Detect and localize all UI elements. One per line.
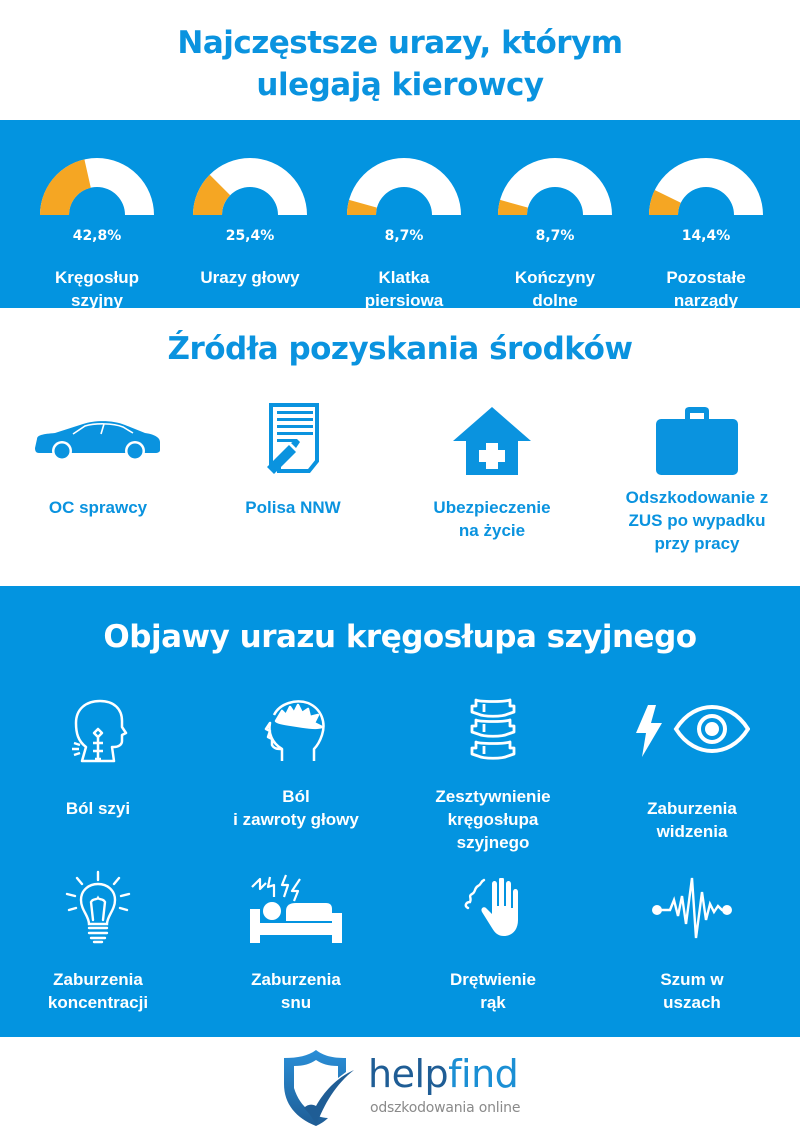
sources-title: Źródła pozyskania środków <box>167 331 633 367</box>
half-donut-gauge <box>648 156 764 216</box>
source-label: Odszkodowanie z ZUS po wypadku przy pracy <box>625 488 769 553</box>
vision-icon <box>597 691 787 771</box>
neck-pain-icon <box>3 691 193 771</box>
injury-percent: 8,7% <box>535 228 575 244</box>
symptom-label: Zaburzenia snu <box>251 970 341 1012</box>
source-label: OC sprawcy <box>48 498 148 517</box>
spine-icon <box>398 691 588 771</box>
symptom-label: Ból i zawroty głowy <box>233 787 359 829</box>
numb-hand-icon <box>398 868 588 948</box>
symptom-label: Zesztywnienie kręgosłupa szyjnego <box>435 787 551 852</box>
injury-percent: 42,8% <box>72 228 122 244</box>
headache-icon <box>201 691 391 771</box>
injury-percent: 25,4% <box>225 228 275 244</box>
page-title-line1: Najczęstsze urazy, którym <box>177 25 623 61</box>
briefcase-icon <box>602 400 792 480</box>
injury-label: Kręgosłup szyjny <box>54 268 140 310</box>
injury-percent: 14,4% <box>681 228 731 244</box>
injury-label: Urazy głowy <box>200 268 300 287</box>
document-pen-icon <box>198 400 388 480</box>
brand-name: helpfind <box>368 1052 519 1096</box>
brand-tagline: odszkodowania online <box>370 1100 521 1116</box>
injuries-section <box>0 120 800 308</box>
injury-percent: 8,7% <box>384 228 424 244</box>
page-title-line2: ulegają kierowcy <box>256 67 544 103</box>
half-donut-gauge <box>346 156 462 216</box>
house-cross-icon <box>397 400 587 480</box>
source-label: Polisa NNW <box>245 498 341 517</box>
half-donut-gauge <box>497 156 613 216</box>
symptom-label: Zaburzenia widzenia <box>647 799 737 841</box>
half-donut-gauge <box>192 156 308 216</box>
source-label: Ubezpieczenie na życie <box>433 498 551 540</box>
lightbulb-icon <box>3 868 193 948</box>
car-icon <box>3 400 193 480</box>
helpfind-logo[interactable] <box>280 1048 540 1128</box>
symptom-label: Drętwienie rąk <box>450 970 536 1012</box>
shield-check-icon <box>280 1048 356 1128</box>
tinnitus-icon <box>597 868 787 948</box>
symptom-label: Zaburzenia koncentracji <box>47 970 149 1012</box>
symptom-label: Szum w uszach <box>660 970 724 1012</box>
sleep-icon <box>201 868 391 948</box>
injury-label: Kończyny dolne <box>514 268 596 310</box>
symptoms-title: Objawy urazu kręgosłupa szyjnego <box>103 619 697 655</box>
symptoms-section <box>0 586 800 1037</box>
injury-label: Pozostałe narządy <box>666 268 746 310</box>
symptom-label: Ból szyi <box>65 799 131 818</box>
page-title <box>0 22 800 106</box>
half-donut-gauge <box>39 156 155 216</box>
injury-label: Klatka piersiowa <box>364 268 444 310</box>
